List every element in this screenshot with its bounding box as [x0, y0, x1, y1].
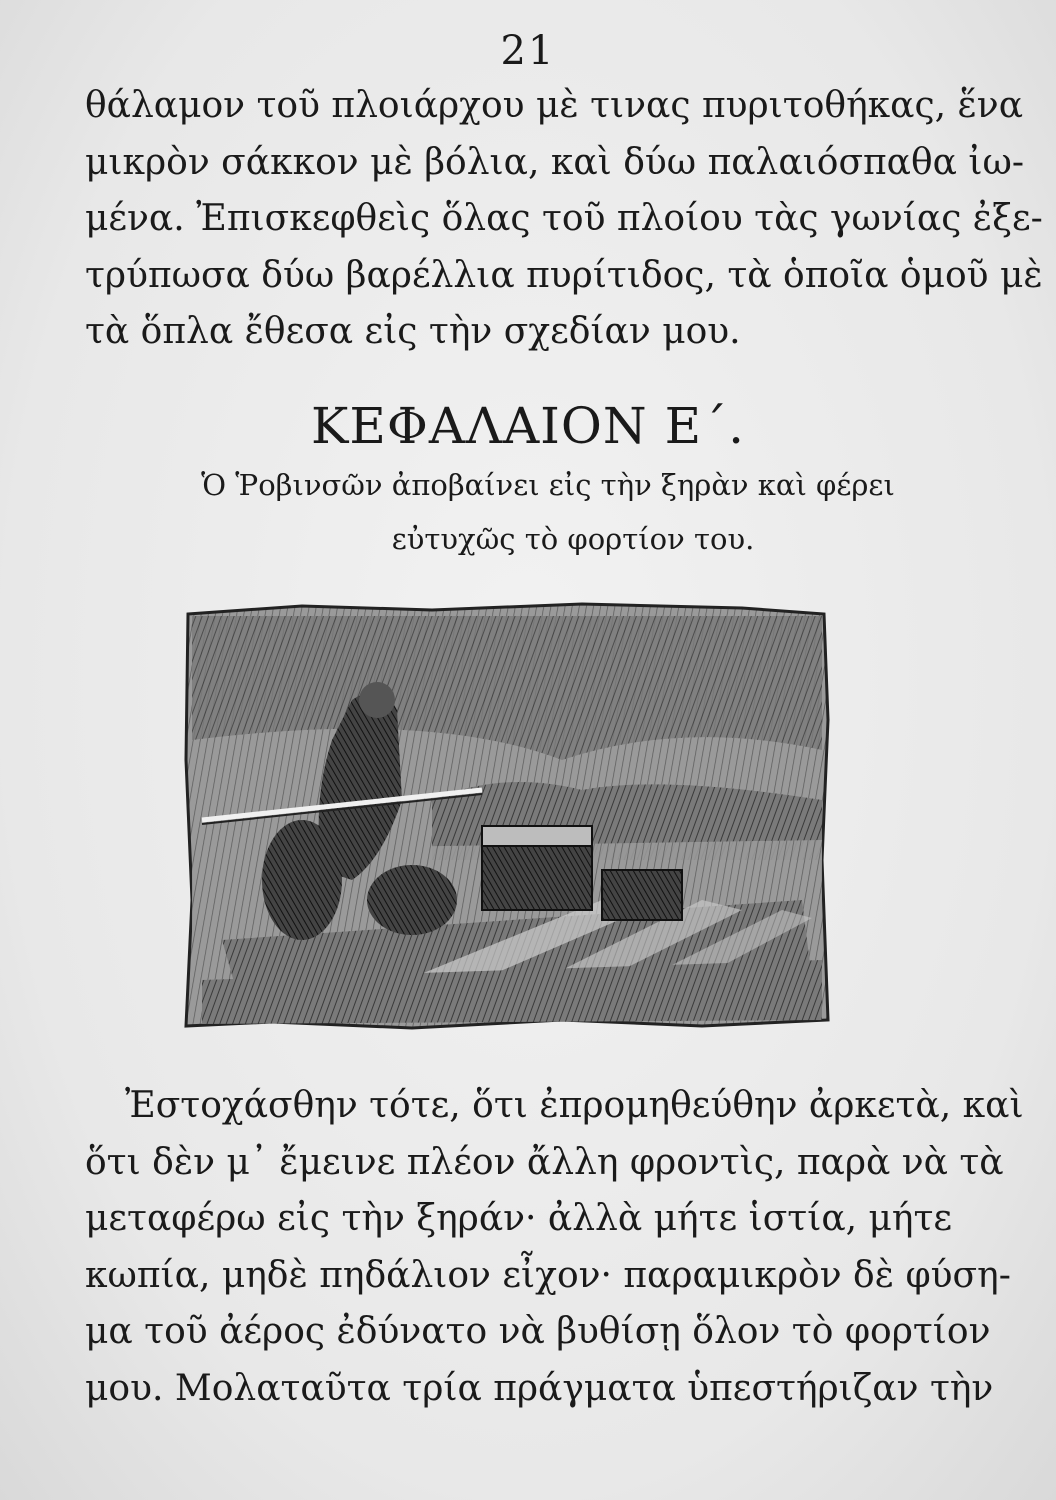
chapter-subtitle-line-2: εὐτυχῶς τὸ φορτίον του.	[391, 522, 755, 556]
text-line: μεταφέρω εἰς τὴν ξηράν· ἀλλὰ μήτε ἱστία, μήτε	[85, 1198, 953, 1239]
chapter-subtitle-line-1: Ὁ Ῥοβινσῶν ἀποβαίνει εἰς τὴν ξηρὰν καὶ φέρει	[201, 468, 895, 502]
text-line: μου. Μολαταῦτα τρία πράγματα ὑπεστήριζαν τὴν	[85, 1367, 994, 1409]
text-line: ὅτι δὲν μ᾽ ἔμεινε πλέον ἄλλη φροντὶς, παρὰ νὰ τὰ	[85, 1141, 1004, 1183]
text-line: μα τοῦ ἀέρος ἐδύνατο νὰ βυθίσῃ ὅλον τὸ φορτίον	[85, 1311, 991, 1352]
paragraph-top	[85, 78, 1043, 361]
text-line: Ἐστοχάσθην τότε, ὅτι ἐπρομηθεύθην ἀρκετὰ, καὶ	[125, 1085, 1024, 1126]
chapter-title: ΚΕΦΑΛΑΙΟΝ Ε΄.	[311, 397, 745, 455]
text-line: μικρὸν σάκκον μὲ βόλια, καὶ δύω παλαιόσπαθα ἰω-	[85, 141, 1025, 183]
text-line: τὰ ὅπλα ἔθεσα εἰς τὴν σχεδίαν μου.	[85, 311, 741, 352]
engraving-illustration	[182, 600, 830, 1032]
page-number: 21	[500, 28, 556, 74]
paragraph-bottom	[85, 1078, 1024, 1417]
text-line: τρύπωσα δύω βαρέλλια πυρίτιδος, τὰ ὁποῖα ὁμοῦ μὲ	[85, 254, 1043, 296]
text-line: μένα. Ἐπισκεφθεὶς ὅλας τοῦ πλοίου τὰς γωνίας ἐξε-	[85, 198, 1043, 239]
text-line: θάλαμον τοῦ πλοιάρχου μὲ τινας πυριτοθήκας, ἕνα	[85, 85, 1024, 126]
text-line: κωπία, μηδὲ πηδάλιον εἶχον· παραμικρὸν δὲ φύση-	[85, 1254, 1011, 1296]
